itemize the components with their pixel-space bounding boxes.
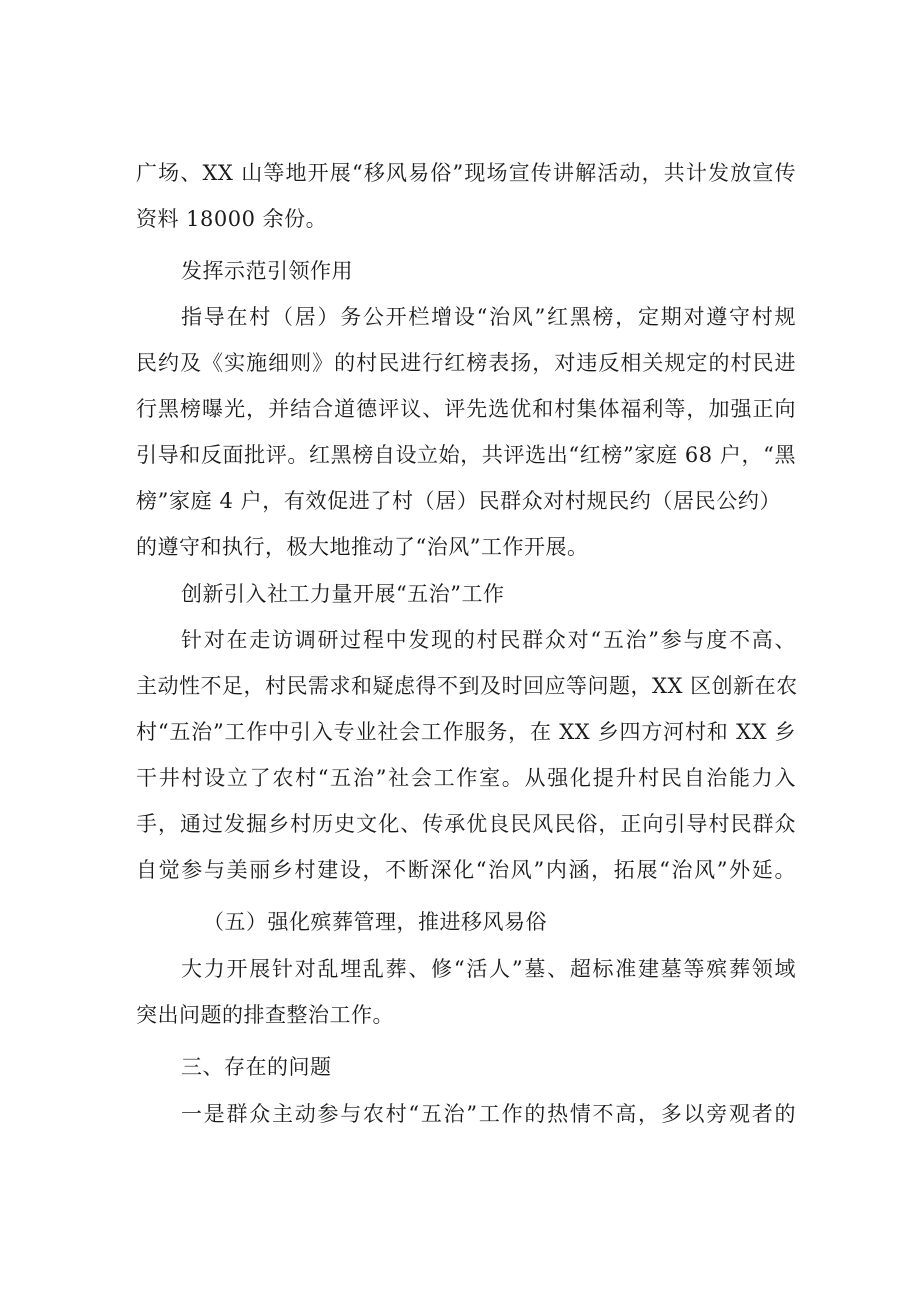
paragraph-line: 针对在走访调研过程中发现的村民群众对“五治”参与度不高、	[181, 628, 796, 652]
paragraph-line: 引导和反面批评。红黑榜自设立始，共评选出“红榜”家庭 68 户，“黑	[136, 443, 796, 467]
paragraph-line: 大力开展针对乱埋乱葬、修“活人”墓、超标准建墓等殡葬领域	[181, 957, 796, 981]
paragraph-line: 民约及《实施细则》的村民进行红榜表扬，对违反相关规定的村民进	[136, 351, 796, 375]
paragraph-line: 资料 18000 余份。	[136, 207, 328, 231]
paragraph-line: 行黑榜曝光，并结合道德评议、评先选优和村集体福利等，加强正向	[136, 397, 796, 421]
paragraph-line: 突出问题的排查整治工作。	[136, 1003, 394, 1027]
paragraph-line: 主动性不足，村民需求和疑虑得不到及时回应等问题，XX 区创新在农	[136, 674, 798, 698]
paragraph-line: 干井村设立了农村“五治”社会工作室。从强化提升村民自治能力入	[136, 766, 796, 790]
section-heading: （五）强化殡葬管理，推进移风易俗	[203, 910, 547, 934]
section-heading: 三、存在的问题	[181, 1055, 332, 1079]
paragraph-line: 的遵守和执行，极大地推动了“治风”工作开展。	[136, 535, 589, 559]
paragraph-line: 自觉参与美丽乡村建设，不断深化“治风”内涵，拓展“治风”外延。	[136, 858, 796, 882]
section-heading: 发挥示范引领作用	[181, 259, 353, 283]
paragraph-line: 榜”家庭 4 户，有效促进了村（居）民群众对村规民约（居民公约）	[136, 489, 781, 513]
paragraph-line: 手，通过发掘乡村历史文化、传承优良民风民俗，正向引导村民群众	[136, 812, 796, 836]
paragraph-line: 村“五治”工作中引入专业社会工作服务，在 XX 乡四方河村和 XX 乡	[136, 720, 796, 744]
paragraph-line: 指导在村（居）务公开栏增设“治风”红黑榜，定期对遵守村规	[181, 305, 796, 329]
section-heading: 创新引入社工力量开展“五治”工作	[181, 582, 505, 606]
paragraph-line: 一是群众主动参与农村“五治”工作的热情不高，多以旁观者的	[181, 1102, 796, 1126]
paragraph-line: 广场、XX 山等地开展“移风易俗”现场宣传讲解活动，共计发放宣传	[136, 161, 796, 185]
